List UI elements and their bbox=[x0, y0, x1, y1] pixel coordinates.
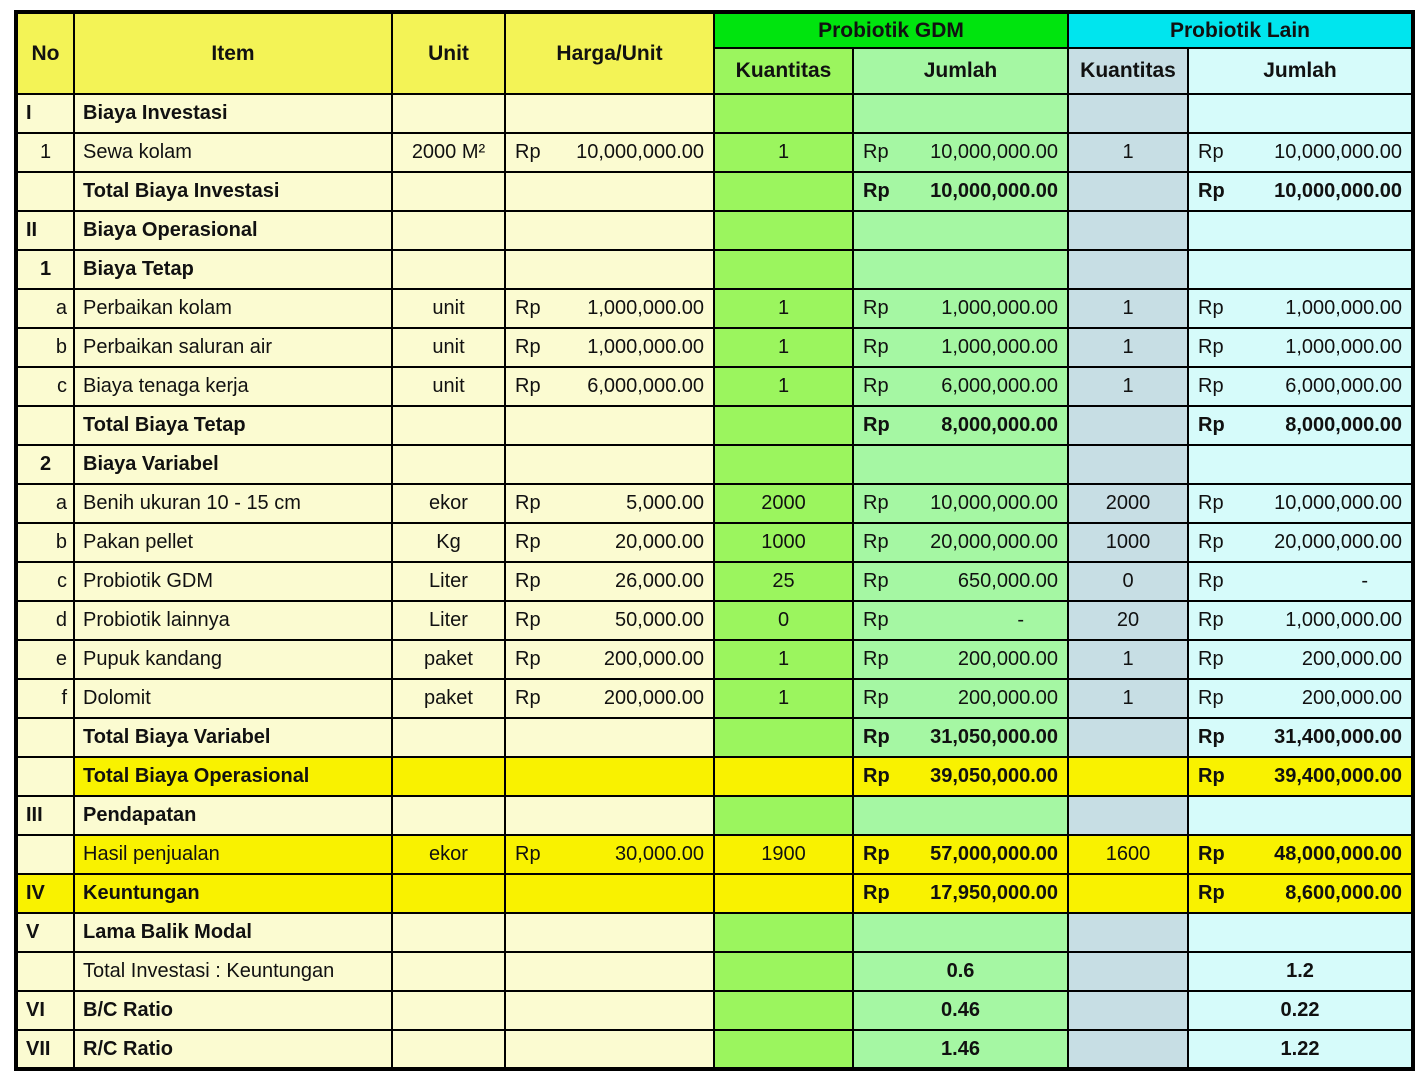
cell-unit bbox=[392, 1030, 505, 1069]
cell-lain-kuantitas bbox=[1068, 718, 1188, 757]
cell-gdm-jumlah: Rp 1,000,000.00 bbox=[853, 328, 1068, 367]
cell-gdm-jumlah bbox=[853, 445, 1068, 484]
cell-gdm-jumlah: Rp 200,000.00 bbox=[853, 640, 1068, 679]
cell-lain-jumlah bbox=[1188, 250, 1413, 289]
cell-lain-kuantitas: 1600 bbox=[1068, 835, 1188, 874]
cell-harga-unit bbox=[505, 718, 714, 757]
cell-item: Perbaikan kolam bbox=[74, 289, 392, 328]
cell-unit: paket bbox=[392, 640, 505, 679]
cell-harga-unit bbox=[505, 445, 714, 484]
cell-no bbox=[16, 172, 74, 211]
cell-unit bbox=[392, 406, 505, 445]
cell-gdm-kuantitas bbox=[714, 445, 853, 484]
cell-no: V bbox=[16, 913, 74, 952]
cell-lain-kuantitas: 1 bbox=[1068, 289, 1188, 328]
cell-gdm-kuantitas bbox=[714, 796, 853, 835]
col-header-harga-unit: Harga/Unit bbox=[505, 12, 714, 94]
cell-lain-kuantitas: 0 bbox=[1068, 562, 1188, 601]
cell-lain-jumlah: Rp 1,000,000.00 bbox=[1188, 289, 1413, 328]
cell-unit: ekor bbox=[392, 484, 505, 523]
table-row bbox=[16, 367, 1413, 406]
cell-gdm-jumlah: Rp 650,000.00 bbox=[853, 562, 1068, 601]
cell-harga-unit: Rp 1,000,000.00 bbox=[505, 289, 714, 328]
table-row bbox=[16, 94, 1413, 133]
table-row bbox=[16, 250, 1413, 289]
cell-unit: Liter bbox=[392, 562, 505, 601]
cell-gdm-kuantitas bbox=[714, 952, 853, 991]
cell-gdm-jumlah: Rp 10,000,000.00 bbox=[853, 172, 1068, 211]
cell-lain-jumlah bbox=[1188, 796, 1413, 835]
cell-harga-unit: Rp 26,000.00 bbox=[505, 562, 714, 601]
cell-item: Pupuk kandang bbox=[74, 640, 392, 679]
cell-unit: ekor bbox=[392, 835, 505, 874]
cell-unit bbox=[392, 796, 505, 835]
table-body bbox=[16, 94, 1413, 1069]
cell-lain-jumlah bbox=[1188, 211, 1413, 250]
cell-lain-kuantitas: 2000 bbox=[1068, 484, 1188, 523]
cell-item: Total Investasi : Keuntungan bbox=[74, 952, 392, 991]
cell-gdm-jumlah: Rp 20,000,000.00 bbox=[853, 523, 1068, 562]
cell-gdm-kuantitas: 25 bbox=[714, 562, 853, 601]
cell-harga-unit bbox=[505, 874, 714, 913]
cell-harga-unit: Rp 10,000,000.00 bbox=[505, 133, 714, 172]
cell-unit bbox=[392, 757, 505, 796]
cell-gdm-kuantitas bbox=[714, 250, 853, 289]
cell-item: Biaya Operasional bbox=[74, 211, 392, 250]
cell-gdm-jumlah: Rp 31,050,000.00 bbox=[853, 718, 1068, 757]
cell-lain-jumlah: Rp 8,000,000.00 bbox=[1188, 406, 1413, 445]
cell-no bbox=[16, 952, 74, 991]
cell-harga-unit: Rp 1,000,000.00 bbox=[505, 328, 714, 367]
cell-harga-unit bbox=[505, 250, 714, 289]
cell-lain-jumlah bbox=[1188, 913, 1413, 952]
cell-lain-kuantitas bbox=[1068, 991, 1188, 1030]
col-header-gdm-kuantitas: Kuantitas bbox=[714, 48, 853, 94]
table-row bbox=[16, 835, 1413, 874]
cell-lain-kuantitas bbox=[1068, 1030, 1188, 1069]
table-row bbox=[16, 523, 1413, 562]
cell-item: Pakan pellet bbox=[74, 523, 392, 562]
cell-lain-kuantitas: 1 bbox=[1068, 679, 1188, 718]
cell-unit: unit bbox=[392, 289, 505, 328]
cell-item: Biaya Investasi bbox=[74, 94, 392, 133]
cell-lain-kuantitas: 1 bbox=[1068, 640, 1188, 679]
cell-gdm-kuantitas bbox=[714, 757, 853, 796]
cell-gdm-kuantitas bbox=[714, 913, 853, 952]
cell-no bbox=[16, 757, 74, 796]
table-row bbox=[16, 952, 1413, 991]
cell-unit bbox=[392, 991, 505, 1030]
table-header bbox=[16, 12, 1413, 94]
cell-unit bbox=[392, 172, 505, 211]
table-row bbox=[16, 640, 1413, 679]
cell-lain-kuantitas bbox=[1068, 913, 1188, 952]
cell-no: a bbox=[16, 289, 74, 328]
cell-lain-jumlah: Rp 6,000,000.00 bbox=[1188, 367, 1413, 406]
cell-item: Total Biaya Operasional bbox=[74, 757, 392, 796]
cell-lain-kuantitas bbox=[1068, 757, 1188, 796]
cell-gdm-kuantitas bbox=[714, 874, 853, 913]
cell-gdm-jumlah: 0.46 bbox=[853, 991, 1068, 1030]
cell-no: 2 bbox=[16, 445, 74, 484]
cell-harga-unit bbox=[505, 94, 714, 133]
cell-no: I bbox=[16, 94, 74, 133]
cell-gdm-jumlah bbox=[853, 250, 1068, 289]
cell-lain-jumlah: Rp 31,400,000.00 bbox=[1188, 718, 1413, 757]
cell-lain-jumlah: Rp 39,400,000.00 bbox=[1188, 757, 1413, 796]
cell-gdm-jumlah: Rp 1,000,000.00 bbox=[853, 289, 1068, 328]
cell-unit: unit bbox=[392, 367, 505, 406]
cell-unit: Liter bbox=[392, 601, 505, 640]
cell-gdm-kuantitas: 1 bbox=[714, 640, 853, 679]
cell-gdm-jumlah: Rp 200,000.00 bbox=[853, 679, 1068, 718]
cell-harga-unit bbox=[505, 757, 714, 796]
col-header-unit: Unit bbox=[392, 12, 505, 94]
col-header-item: Item bbox=[74, 12, 392, 94]
cell-harga-unit bbox=[505, 1030, 714, 1069]
cell-lain-jumlah: Rp 20,000,000.00 bbox=[1188, 523, 1413, 562]
cell-harga-unit: Rp 5,000.00 bbox=[505, 484, 714, 523]
cell-harga-unit: Rp 20,000.00 bbox=[505, 523, 714, 562]
cell-gdm-jumlah bbox=[853, 913, 1068, 952]
cell-item: Probiotik GDM bbox=[74, 562, 392, 601]
cell-gdm-jumlah: Rp 39,050,000.00 bbox=[853, 757, 1068, 796]
cell-harga-unit: Rp 30,000.00 bbox=[505, 835, 714, 874]
cell-gdm-kuantitas: 1 bbox=[714, 289, 853, 328]
cell-gdm-kuantitas: 1900 bbox=[714, 835, 853, 874]
cell-lain-jumlah bbox=[1188, 94, 1413, 133]
cell-harga-unit: Rp 200,000.00 bbox=[505, 679, 714, 718]
cell-no: IV bbox=[16, 874, 74, 913]
cell-lain-kuantitas bbox=[1068, 406, 1188, 445]
cell-unit bbox=[392, 913, 505, 952]
cell-no: b bbox=[16, 328, 74, 367]
cell-gdm-jumlah: 1.46 bbox=[853, 1030, 1068, 1069]
table-row bbox=[16, 913, 1413, 952]
cell-item: Dolomit bbox=[74, 679, 392, 718]
cell-unit bbox=[392, 874, 505, 913]
cell-lain-jumlah: Rp 8,600,000.00 bbox=[1188, 874, 1413, 913]
cell-item: Sewa kolam bbox=[74, 133, 392, 172]
cell-lain-jumlah: Rp 200,000.00 bbox=[1188, 640, 1413, 679]
cell-gdm-kuantitas: 1 bbox=[714, 679, 853, 718]
cell-gdm-jumlah: Rp 10,000,000.00 bbox=[853, 133, 1068, 172]
cell-item: Hasil penjualan bbox=[74, 835, 392, 874]
cell-item: Biaya Tetap bbox=[74, 250, 392, 289]
cell-gdm-kuantitas: 1 bbox=[714, 367, 853, 406]
cell-item: Probiotik lainnya bbox=[74, 601, 392, 640]
cell-unit: unit bbox=[392, 328, 505, 367]
cell-unit bbox=[392, 250, 505, 289]
cell-item: Perbaikan saluran air bbox=[74, 328, 392, 367]
cell-gdm-kuantitas bbox=[714, 211, 853, 250]
col-header-lain-jumlah: Jumlah bbox=[1188, 48, 1413, 94]
cell-item: Total Biaya Tetap bbox=[74, 406, 392, 445]
group-header-probiotik-lain: Probiotik Lain bbox=[1068, 12, 1413, 48]
cell-gdm-jumlah: Rp 8,000,000.00 bbox=[853, 406, 1068, 445]
cell-unit: paket bbox=[392, 679, 505, 718]
cell-item: R/C Ratio bbox=[74, 1030, 392, 1069]
cell-gdm-kuantitas: 0 bbox=[714, 601, 853, 640]
table-row bbox=[16, 679, 1413, 718]
cell-item: Pendapatan bbox=[74, 796, 392, 835]
cell-gdm-jumlah: Rp 17,950,000.00 bbox=[853, 874, 1068, 913]
cell-gdm-kuantitas: 1 bbox=[714, 133, 853, 172]
cell-lain-kuantitas bbox=[1068, 796, 1188, 835]
cell-item: Total Biaya Investasi bbox=[74, 172, 392, 211]
cell-unit: 2000 M² bbox=[392, 133, 505, 172]
col-header-lain-kuantitas: Kuantitas bbox=[1068, 48, 1188, 94]
cell-lain-jumlah: 0.22 bbox=[1188, 991, 1413, 1030]
cell-lain-kuantitas: 1000 bbox=[1068, 523, 1188, 562]
cell-harga-unit bbox=[505, 172, 714, 211]
cell-no: e bbox=[16, 640, 74, 679]
cell-unit: Kg bbox=[392, 523, 505, 562]
cell-no: f bbox=[16, 679, 74, 718]
table-row bbox=[16, 757, 1413, 796]
cell-gdm-kuantitas bbox=[714, 718, 853, 757]
cell-harga-unit bbox=[505, 796, 714, 835]
group-header-row bbox=[16, 12, 1413, 48]
cell-lain-kuantitas bbox=[1068, 250, 1188, 289]
cell-lain-kuantitas: 1 bbox=[1068, 328, 1188, 367]
cell-gdm-kuantitas bbox=[714, 94, 853, 133]
cell-no bbox=[16, 835, 74, 874]
cell-gdm-jumlah: Rp - bbox=[853, 601, 1068, 640]
cell-gdm-kuantitas bbox=[714, 1030, 853, 1069]
cell-no: 1 bbox=[16, 250, 74, 289]
table-row bbox=[16, 1030, 1413, 1069]
cell-unit bbox=[392, 445, 505, 484]
table-row bbox=[16, 289, 1413, 328]
cell-lain-jumlah: Rp 10,000,000.00 bbox=[1188, 133, 1413, 172]
cell-unit bbox=[392, 94, 505, 133]
group-header-probiotik-gdm: Probiotik GDM bbox=[714, 12, 1068, 48]
cell-lain-jumlah: 1.22 bbox=[1188, 1030, 1413, 1069]
cell-no: VII bbox=[16, 1030, 74, 1069]
cell-gdm-kuantitas: 2000 bbox=[714, 484, 853, 523]
cell-gdm-jumlah bbox=[853, 94, 1068, 133]
cell-harga-unit: Rp 200,000.00 bbox=[505, 640, 714, 679]
cell-gdm-kuantitas bbox=[714, 991, 853, 1030]
table-row bbox=[16, 601, 1413, 640]
cell-harga-unit bbox=[505, 952, 714, 991]
cell-gdm-jumlah: Rp 6,000,000.00 bbox=[853, 367, 1068, 406]
table-row bbox=[16, 445, 1413, 484]
cell-unit bbox=[392, 211, 505, 250]
cell-no: III bbox=[16, 796, 74, 835]
cell-gdm-kuantitas bbox=[714, 406, 853, 445]
cell-item: B/C Ratio bbox=[74, 991, 392, 1030]
cell-unit bbox=[392, 952, 505, 991]
table-row bbox=[16, 718, 1413, 757]
table-row bbox=[16, 328, 1413, 367]
table-row bbox=[16, 172, 1413, 211]
cell-lain-jumlah: Rp 10,000,000.00 bbox=[1188, 172, 1413, 211]
cell-lain-kuantitas bbox=[1068, 874, 1188, 913]
cell-no: c bbox=[16, 367, 74, 406]
cell-item: Biaya Variabel bbox=[74, 445, 392, 484]
cell-no bbox=[16, 406, 74, 445]
cell-gdm-jumlah bbox=[853, 211, 1068, 250]
cell-gdm-kuantitas: 1 bbox=[714, 328, 853, 367]
cell-gdm-jumlah bbox=[853, 796, 1068, 835]
table-row bbox=[16, 562, 1413, 601]
cell-gdm-kuantitas bbox=[714, 172, 853, 211]
table-row bbox=[16, 874, 1413, 913]
cell-no: VI bbox=[16, 991, 74, 1030]
cell-unit bbox=[392, 718, 505, 757]
cell-item: Benih ukuran 10 - 15 cm bbox=[74, 484, 392, 523]
table-row bbox=[16, 991, 1413, 1030]
table-row bbox=[16, 211, 1413, 250]
cell-item: Keuntungan bbox=[74, 874, 392, 913]
cell-item: Biaya tenaga kerja bbox=[74, 367, 392, 406]
cell-harga-unit bbox=[505, 211, 714, 250]
table-row bbox=[16, 133, 1413, 172]
cost-comparison-table bbox=[14, 10, 1415, 1071]
cell-lain-kuantitas: 20 bbox=[1068, 601, 1188, 640]
cell-no: 1 bbox=[16, 133, 74, 172]
cell-harga-unit bbox=[505, 406, 714, 445]
col-header-no: No bbox=[16, 12, 74, 94]
cell-item: Total Biaya Variabel bbox=[74, 718, 392, 757]
cell-lain-jumlah: Rp 200,000.00 bbox=[1188, 679, 1413, 718]
cell-lain-kuantitas bbox=[1068, 445, 1188, 484]
cell-gdm-kuantitas: 1000 bbox=[714, 523, 853, 562]
cell-item: Lama Balik Modal bbox=[74, 913, 392, 952]
cell-lain-jumlah: Rp - bbox=[1188, 562, 1413, 601]
cell-no: a bbox=[16, 484, 74, 523]
cell-lain-kuantitas: 1 bbox=[1068, 133, 1188, 172]
cell-lain-kuantitas: 1 bbox=[1068, 367, 1188, 406]
cell-harga-unit: Rp 50,000.00 bbox=[505, 601, 714, 640]
cell-lain-jumlah bbox=[1188, 445, 1413, 484]
table-row bbox=[16, 406, 1413, 445]
cell-no: II bbox=[16, 211, 74, 250]
cell-lain-jumlah: Rp 48,000,000.00 bbox=[1188, 835, 1413, 874]
cell-lain-jumlah: Rp 1,000,000.00 bbox=[1188, 601, 1413, 640]
cell-lain-jumlah: 1.2 bbox=[1188, 952, 1413, 991]
cell-lain-kuantitas bbox=[1068, 211, 1188, 250]
cell-lain-kuantitas bbox=[1068, 94, 1188, 133]
cell-no: c bbox=[16, 562, 74, 601]
cell-no: d bbox=[16, 601, 74, 640]
cell-lain-kuantitas bbox=[1068, 952, 1188, 991]
cell-no bbox=[16, 718, 74, 757]
cell-lain-kuantitas bbox=[1068, 172, 1188, 211]
cell-lain-jumlah: Rp 1,000,000.00 bbox=[1188, 328, 1413, 367]
table-row bbox=[16, 484, 1413, 523]
cell-harga-unit: Rp 6,000,000.00 bbox=[505, 367, 714, 406]
col-header-gdm-jumlah: Jumlah bbox=[853, 48, 1068, 94]
cell-lain-jumlah: Rp 10,000,000.00 bbox=[1188, 484, 1413, 523]
cell-harga-unit bbox=[505, 991, 714, 1030]
cell-gdm-jumlah: Rp 10,000,000.00 bbox=[853, 484, 1068, 523]
cell-no: b bbox=[16, 523, 74, 562]
cell-gdm-jumlah: Rp 57,000,000.00 bbox=[853, 835, 1068, 874]
cell-harga-unit bbox=[505, 913, 714, 952]
table-row bbox=[16, 796, 1413, 835]
cell-gdm-jumlah: 0.6 bbox=[853, 952, 1068, 991]
